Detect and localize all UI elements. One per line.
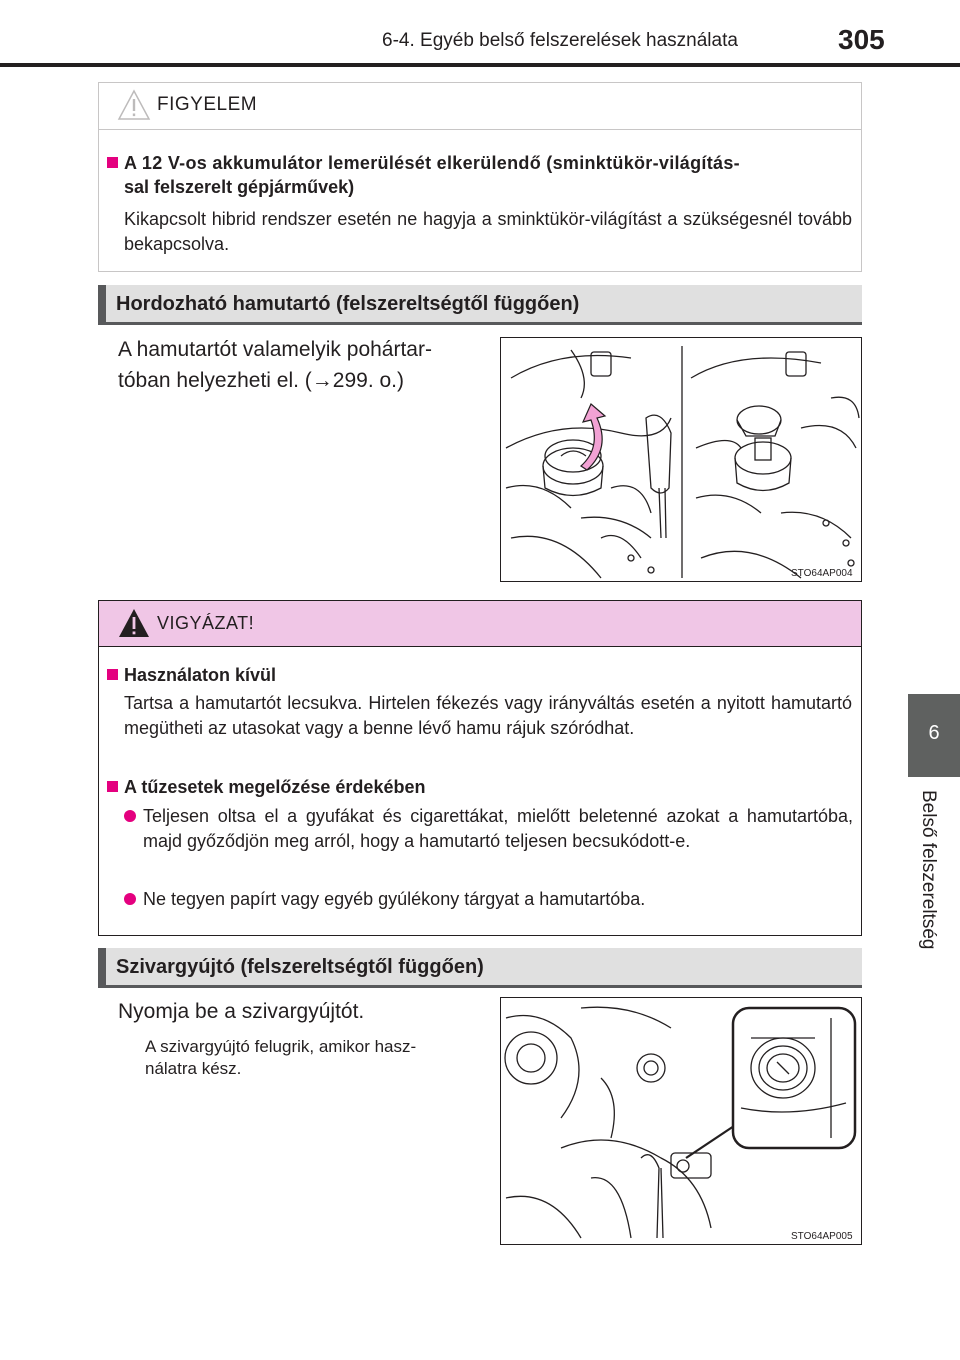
- caution-item1-text: Tartsa a hamutartót lecsukva. Hirtelen fékezés vagy irányváltás esetén a nyitott hamutartó megütheti az utasokat vagy a benne lévő hamu rájuk szóródhat.: [124, 693, 852, 738]
- ashtray-text-line2: tóban helyezheti el. (→299. o.): [118, 369, 405, 392]
- lighter-drawing: [501, 998, 862, 1245]
- round-bullet-icon: [124, 893, 136, 905]
- caution-item2-heading: [107, 775, 425, 799]
- caution-icon: [117, 607, 151, 639]
- caution-box: [98, 600, 862, 936]
- section-lighter-title-bar: [98, 948, 862, 988]
- ashtray-text-line1: A hamutartót valamelyik pohártar-: [118, 338, 432, 361]
- round-bullet-icon: [124, 810, 136, 822]
- header-rule: [0, 63, 960, 67]
- section-ashtray-title: Hordozható hamutartó (felszereltségtől függően): [116, 293, 580, 315]
- lighter-illustration: [500, 997, 862, 1245]
- caution-item1-heading-text: Használaton kívül: [124, 665, 277, 685]
- caution-item2-heading-text: A tűzesetek megelőzése érdekében: [124, 777, 426, 797]
- chapter-label: Belső felszereltség: [918, 790, 939, 950]
- square-bullet-icon: [107, 157, 118, 168]
- warning-label: FIGYELEM: [157, 94, 258, 115]
- warning-text: Kikapcsolt hibrid rendszer esetén ne hagyja a sminktükör-világítást a szükségesnél tovább bekapcsolva.: [124, 209, 852, 254]
- caution-bullet2: [143, 887, 853, 912]
- caution-bullet1-text: Teljesen oltsa el a gyufákat és cigarettákat, mielőtt beletenné azokat a hamutartóba, majd győződjön meg arról, hogy a hamutartó teljesen becsukódott-e.: [143, 806, 853, 851]
- warning-box: [98, 82, 862, 272]
- warning-outline-icon: [117, 89, 151, 121]
- square-bullet-icon: [107, 669, 118, 680]
- chapter-number: 6: [928, 722, 940, 744]
- caution-label: VIGYÁZAT!: [157, 613, 255, 633]
- lighter-instruction: Nyomja be a szivargyújtót.: [118, 1000, 365, 1023]
- lighter-figure-code: STO64AP005: [791, 1231, 853, 1242]
- chapter-tab[interactable]: [908, 694, 960, 777]
- section-ashtray-title-bar: [98, 285, 862, 325]
- square-bullet-icon: [107, 781, 118, 792]
- ashtray-figure-code: STO64AP004: [791, 568, 853, 579]
- ashtray-illustration: [500, 337, 862, 582]
- page-number: 305: [838, 24, 885, 55]
- warning-box-header: [99, 83, 861, 129]
- chapter-label-wrap: [914, 790, 942, 980]
- lighter-note-line2: nálatra kész.: [145, 1059, 242, 1078]
- caution-item1-heading: [107, 663, 276, 687]
- lighter-note-line1: A szivargyújtó felugrik, amikor hasz-: [145, 1037, 417, 1056]
- warning-divider: [99, 129, 861, 130]
- caution-bullet2-text: Ne tegyen papírt vagy egyéb gyúlékony tárgyat a hamutartóba.: [143, 889, 646, 909]
- running-header: 6-4. Egyéb belső felszerelések használata: [382, 30, 738, 51]
- warning-heading: [107, 151, 855, 175]
- ashtray-drawing: [501, 338, 862, 582]
- warning-heading-line1: A 12 V-os akkumulátor lemerülését elkerülendő (sminktükör-világítás-: [124, 153, 740, 173]
- warning-heading-line2: sal felszerelt gépjárművek): [124, 177, 355, 197]
- caution-box-header: [99, 601, 861, 647]
- section-lighter-title: Szivargyújtó (felszereltségtől függően): [116, 956, 484, 978]
- caution-bullet1: [143, 804, 853, 854]
